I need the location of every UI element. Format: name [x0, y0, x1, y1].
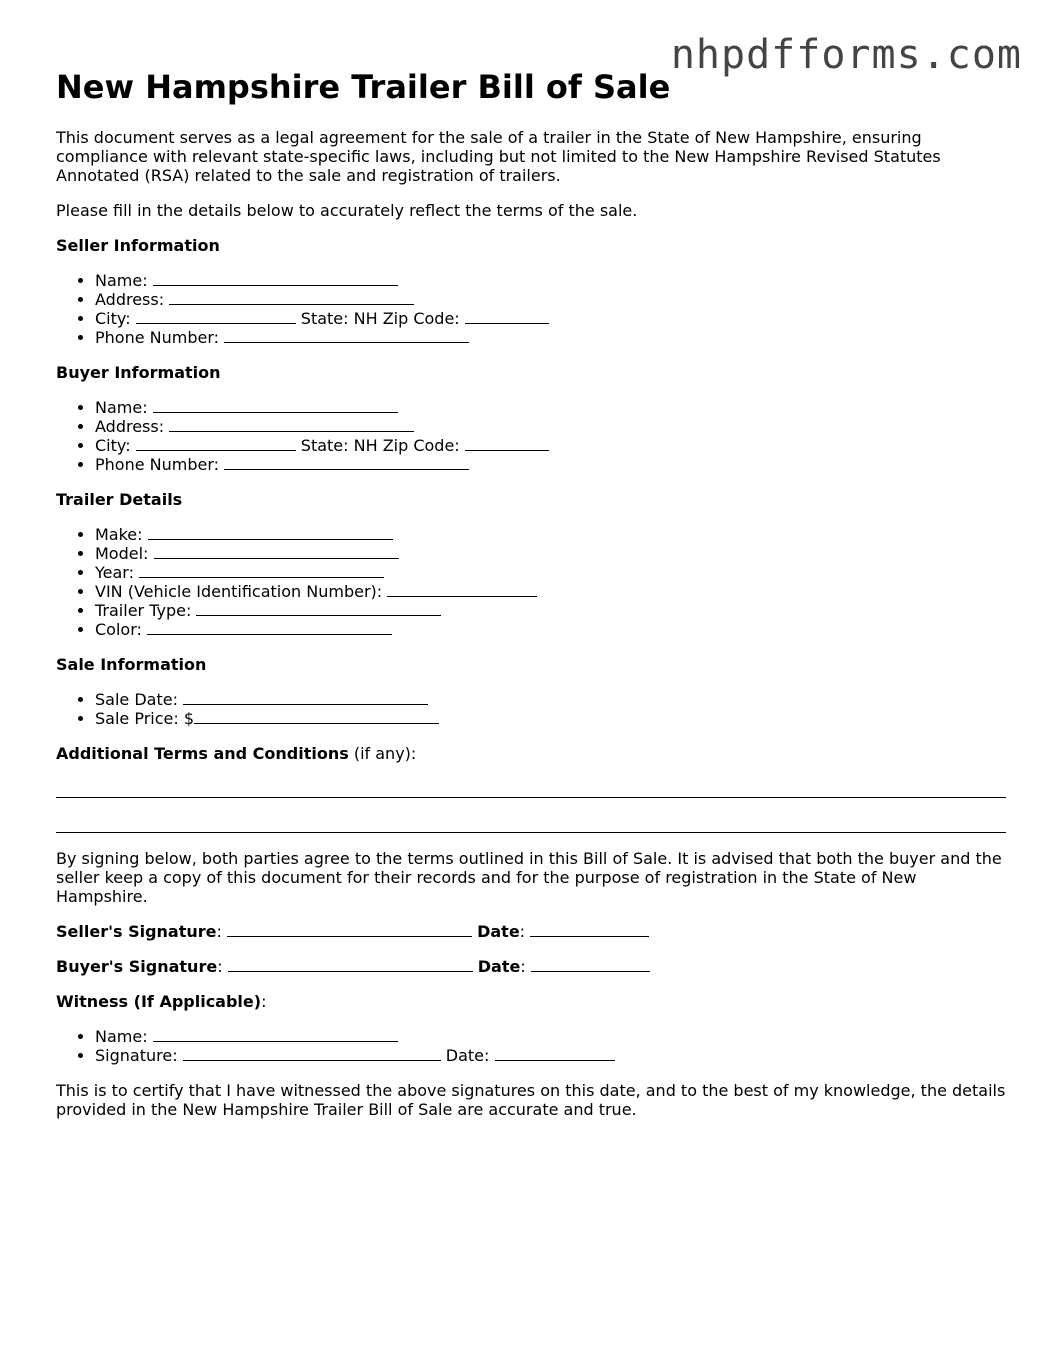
- sale-fields-list: [56, 690, 1006, 728]
- trailer-year-field[interactable]: • Year:: [95, 563, 1006, 582]
- trailer-type-field[interactable]: • Trailer Type:: [95, 601, 1006, 620]
- agreement-paragraph: By signing below, both parties agree to the terms outlined in this Bill of Sale. It is advised that both the buyer and the seller keep a copy of this document for their records and for the purpose of registration in the State of New Hampshire.: [56, 849, 1002, 906]
- trailer-section-heading: Trailer Details: [56, 490, 183, 509]
- additional-terms-line-2[interactable]: [56, 832, 1006, 833]
- trailer-fields-list: [56, 525, 1006, 639]
- certification-paragraph: This is to certify that I have witnessed the above signatures on this date, and to the best of my knowledge, the details provided in the New Hampshire Trailer Bill of Sale are accurate and true.: [56, 1081, 1006, 1119]
- trailer-model-field[interactable]: • Model:: [95, 544, 1006, 563]
- watermark: nhpdfforms.com: [670, 32, 1022, 78]
- additional-terms-heading: Additional Terms and Conditions (if any):: [56, 744, 417, 763]
- buyer-city-state-zip-field[interactable]: • City: State: NH Zip Code:: [95, 436, 1006, 455]
- page-title: New Hampshire Trailer Bill of Sale: [56, 68, 671, 106]
- seller-signature-row[interactable]: Seller's Signature: Date:: [56, 922, 1006, 941]
- seller-city-state-zip-field[interactable]: • City: State: NH Zip Code:: [95, 309, 1006, 328]
- witness-signature-field[interactable]: • Signature: Date:: [95, 1046, 1006, 1065]
- buyer-address-field[interactable]: • Address:: [95, 417, 1006, 436]
- seller-phone-field[interactable]: • Phone Number:: [95, 328, 1006, 347]
- instructions-paragraph: Please fill in the details below to accurately reflect the terms of the sale.: [56, 201, 638, 220]
- seller-name-field[interactable]: • Name:: [95, 271, 1006, 290]
- buyer-signature-row[interactable]: Buyer's Signature: Date:: [56, 957, 1006, 976]
- sale-date-field[interactable]: • Sale Date:: [95, 690, 1006, 709]
- buyer-section-heading: Buyer Information: [56, 363, 221, 382]
- trailer-color-field[interactable]: • Color:: [95, 620, 1006, 639]
- buyer-phone-field[interactable]: • Phone Number:: [95, 455, 1006, 474]
- trailer-make-field[interactable]: • Make:: [95, 525, 1006, 544]
- seller-address-field[interactable]: • Address:: [95, 290, 1006, 309]
- buyer-name-field[interactable]: • Name:: [95, 398, 1006, 417]
- witness-fields-list: [56, 1027, 1006, 1065]
- sale-section-heading: Sale Information: [56, 655, 207, 674]
- buyer-fields-list: [56, 398, 1006, 474]
- witness-name-field[interactable]: • Name:: [95, 1027, 1006, 1046]
- witness-heading: Witness (If Applicable):: [56, 992, 267, 1011]
- document-content: [56, 66, 1006, 1135]
- additional-terms-line-1[interactable]: [56, 797, 1006, 798]
- intro-paragraph: This document serves as a legal agreement for the sale of a trailer in the State of New Hampshire, ensuring compliance with relevant state-specific laws, including but not limited to the New Hampshire Revised Statutes Annotated (RSA) related to the sale and registration of trailers.: [56, 128, 941, 185]
- sale-price-field[interactable]: • Sale Price: $: [95, 709, 1006, 728]
- seller-section-heading: Seller Information: [56, 236, 220, 255]
- trailer-vin-field[interactable]: • VIN (Vehicle Identification Number):: [95, 582, 1006, 601]
- seller-fields-list: [56, 271, 1006, 347]
